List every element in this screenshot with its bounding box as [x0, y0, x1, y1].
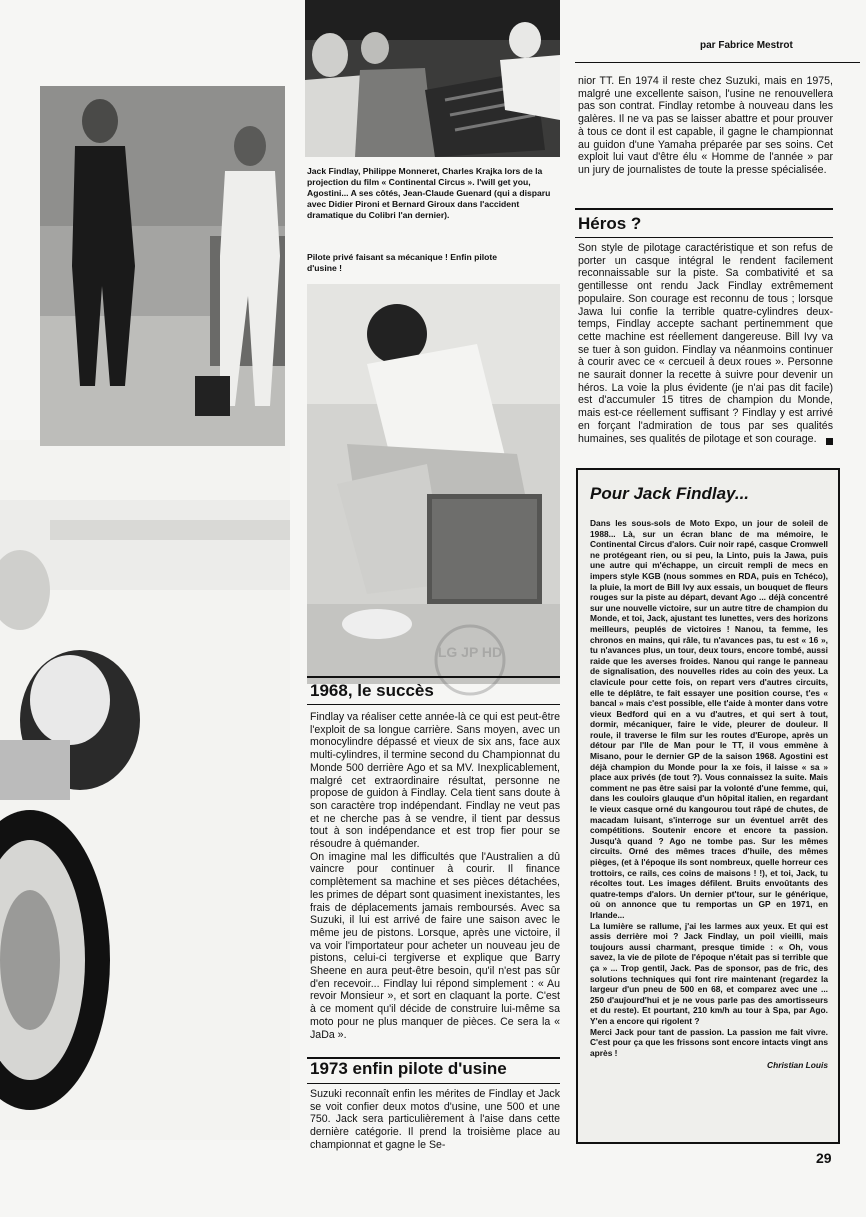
sidebar-box	[576, 468, 840, 1144]
paragraph: Suzuki reconnaît enfin les mérites de Findlay et Jack se voit confier deux motos d'usine, une 500 et une 750. Jack sera particulièrement à l'aise dans cette dernière catégorie. Il prend la troisième place au championnat et gagne le Se-	[310, 1088, 560, 1151]
sidebar-text	[590, 518, 828, 1071]
motorcycle-photo	[0, 440, 290, 1140]
top-rule	[575, 62, 860, 63]
sidebar-signature: Christian Louis	[767, 1060, 828, 1071]
paragraph: nior TT. En 1974 il reste chez Suzuki, mais en 1975, malgré une excellente saison, l'usine ne renouvellera pas son contrat. Findlay retombe à nouveau dans les galères. Il ne va pas se laisser abattre et pour prouver à tous ce dont il est capable, il gagne le championnat au guidon d'une Yamaha préparée par ses soins. Cet exploit lui vaut d'être élu « Homme de l'année » par un jury de journalistes de toute la presse spécialisée.	[578, 75, 833, 176]
heading-1968: 1968, le succès	[310, 681, 434, 700]
caption-top: Jack Findlay, Philippe Monneret, Charles Krajka lors de la projection du film « Continental Circus ». I'will get you, Agostini... A ses côtés, Jean-Claude Guenard (qui a disparu avec Didier Pironi et Bernard Giroux dans l'accident dramatique du Colibri l'an dernier).	[307, 166, 551, 220]
sidebar-title: Pour Jack Findlay...	[590, 484, 750, 503]
paragraph: La lumière se rallume, j'ai les larmes aux yeux. Et qui est assis derrière moi ? Jack Findlay, un poil vieilli, mais toujours aussi charmant, presque timide : « Oh, vous savez, la vie de pilote de l'époque n'était pas si terrible que ça » ... Trop gentil, Jack. Pas de sponsor, pas de fric, des solutions techniques qui font rire maintenant (regardez la largeur d'un pneu de 500 en 68, et comparez avec une ... 250 d'aujourd'hui et je ne vous parle pas des amortisseurs et du reste). Et pourtant, 210 km/h au tour à Spa, par Ago. Y'en a encore qui rigolent ?	[590, 920, 828, 1026]
continuation-text	[578, 75, 833, 177]
projection-photo	[305, 0, 560, 157]
paragraph: Son style de pilotage caractéristique et son refus de porter un casque intégral le rendent facilement reconnaissable sur la piste. Sa combativité et sa gentillesse ont rendu Jack Findlay extrêmement populaire. Son courage est reconnu de tous ; lorsque Jawa lui confie la terrible quatre-cylindres deux-temps, Findlay accepte sachant pertinemment que cette machine est réellement dangereuse. Bill Ivy va se tuer à son guidon. Findlay va néanmoins continuer à courir avec ce « cercueil à deux roues ». Personne ne saurait donner la recette à suivre pour devenir un héros. La voie la plus évidente (je n'ai pas dit facile) est d'accumuler 15 titres de champion du Monde, mais est-ce réellement suffisant ? Findlay y est arrivé en forçant l'admiration de tous par ses qualités humaines, ses qualités de pilotage et son courage.	[578, 242, 833, 445]
page-number: 29	[816, 1150, 832, 1166]
paragraph: Merci Jack pour tant de passion. La passion me fait vivre. C'est pour ça que les frissons sont encore intacts vingt ans après !	[590, 1026, 828, 1058]
rule-1968	[307, 676, 560, 678]
section-1973-text	[310, 1088, 560, 1152]
watermark-text: LG JP HD	[437, 644, 503, 660]
rule-heros-bottom	[575, 237, 833, 238]
rule-1968-bottom	[307, 704, 560, 705]
byline: par Fabrice Mestrot	[700, 40, 793, 51]
section-1968-text	[310, 711, 560, 1041]
heading-heros: Héros ?	[578, 214, 642, 233]
section-heros-text	[578, 242, 833, 449]
riders-photo	[40, 86, 285, 446]
rule-heros	[575, 208, 833, 210]
paragraph: On imagine mal les difficultés que l'Australien a dû vaincre pour continuer à courir. Il finance complètement sa machine et ses pièces détachées, les primes de départ sont quasiment inexistantes, les frais de déplacements jamais remboursés. Avec sa Suzuki, il lui est arrivé de faire une saison avec le même jeu de pistons. Lorsque, après une victoire, il va voir l'importateur pour acheter un nouveau jeu de pistons, celui-ci tergiverse et explique que Barry Sheene en aura peut-être besoin, qu'il n'est pas sûr d'en recevoir... Findlay lui répond simplement : « Au revoir Monsieur », et sort en claquant la porte. C'est à ce moment qu'il décide de construire lui-même sa moto pour ne plus manquer de pièces. Ce sera la « JaDa ».	[310, 850, 560, 1041]
caption-middle: Pilote privé faisant sa mécanique ! Enfin pilote d'usine !	[307, 252, 498, 273]
paragraph: Dans les sous-sols de Moto Expo, un jour de soleil de 1988... Là, sur un écran blanc de ma mémoire, le Continental Circus d'alors. Cuir noir rapé, casque Cromwell ne protégeant rien, ou si peu, la Linto, puis la Jawa, puis une autre qui m'échappe, un circuit rempli de mecs en impers style KGB (nous sommes en RDA, puis en Tchéco), la pluie, la mort de Bill Ivy aux essais, un bouquet de fleurs rouges sur la piste au départ, devant Ago ... déjà concentré sur une nouvelle victoire, sur un autre titre de champion du Monde, et toi, Jack, ajustant tes lunettes, vers des horizons meilleurs, peuplés de victoires ! Nanou, ta femme, les chronos en mains, qui râle, tu n'avances pas, tu est « 16 », tu n'avances plus, un tour, deux tours, encore tombé, aussi raide que les averses froides. Nanou qui range le panneau de signalisation, des nouvelles rides au coin des yeux. La clavicule pour cette fois, on repart vers d'autres circuits, elle te déplâtre, te fait essayer une position course, t'es « bancal » mais c'est possible, elle t'aide à monter dans votre vieux Bedford qui en a vu d'autres, et qui sert à tout, dormir, mécaniquer, faire le vide, pleurer de douleur. Il roule, il traverse le film sur les routes d'Europe, après un détour par l'Ile de Man pour le TT, il vous emmène à Misano, pour le dernier GP de la saison 1968. Agostini est déjà champion du Monde pour la xe fois, il laisse « sa » place aux privés (de tout ?). Vous connaissez la suite. Mais comment ne pas être saisi par la volonté d'une femme, qui, dans les couloirs glauque d'un hôpital italien, en regardant le vieux casque orné du kangourou tout râpé de chutes, de macadam luisant, s'interroge sur un éventuel arrêt des compétitions. Soutenir encore et encore ta passion. Jusqu'à quand ? Ago ne tombe pas. Sur les mêmes circuits. Orné des mêmes traces d'huile, des mêmes pièges, (et à l'époque ils sont nombreux, quelle horreur ces trottoirs, ce rails, ces coins de maisons ! !), et toi, Jack, tu récoltes tout. Les images défilent. Bruits envoûtants des quatre-temps d'alors. Un dernier pt'tour, sur le générique, où on annonce que tu remportas un GP en 1971, en Irlande...	[590, 518, 828, 920]
watermark	[430, 620, 510, 700]
rule-1973-bottom	[307, 1083, 560, 1084]
heading-1973: 1973 enfin pilote d'usine	[310, 1059, 507, 1078]
paragraph: Findlay va réaliser cette année-là ce qui est peut-être l'exploit de sa longue carrière. Sans moyen, avec un monocylindre dépassé et vieux de six ans, face aux multi-cylindres, il termine second du Championnat du Monde 500 derrière Ago et sa MV. Inexplicablement, malgré cet extraordinaire résultat, personne ne propose de guidon à Findlay. Cela tient sans doute à son caractère trop indépendant. Findlay ne veut pas et ne cherche pas à se vendre, il tient par dessus tout à son indépendance et est trop fier pour se résoudre à quémander.	[310, 711, 560, 851]
